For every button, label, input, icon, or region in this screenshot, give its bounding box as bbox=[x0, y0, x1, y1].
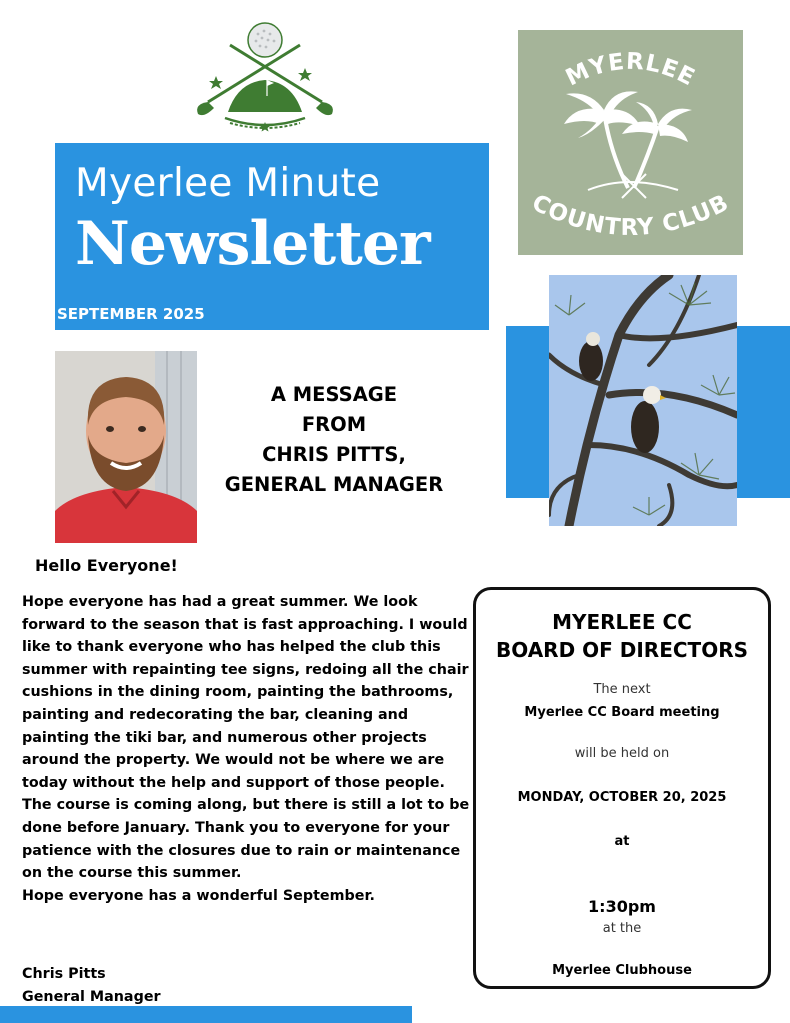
club-logo-bottom-text: COUNTRY CLUB bbox=[527, 189, 734, 242]
message-body bbox=[22, 591, 472, 907]
message-heading-line: FROM bbox=[301, 413, 367, 436]
signature-name: Chris Pitts bbox=[22, 966, 106, 982]
eagles-photo bbox=[549, 275, 737, 526]
message-heading-line: CHRIS PITTS, bbox=[262, 443, 406, 466]
greeting: Hello Everyone! bbox=[35, 556, 178, 575]
signature bbox=[22, 963, 161, 1008]
message-paragraph: Hope everyone has had a great summer. We look forward to the season that is fast approaching. I would like to thank everyone who has helped the club this summer with repainting tee signs, redoing all the chair cushions in the dining room, painting the bathrooms, painting and redecorating the bar, cleaning and painting the tiki bar, and numerous other projects around the property. We would not be where we are today without the help and support of those people. bbox=[22, 594, 469, 791]
masthead bbox=[55, 143, 489, 330]
svg-text:COUNTRY CLUB bbox=[528, 190, 734, 241]
board-location: Myerlee Clubhouse bbox=[552, 963, 692, 978]
svg-text:MYERLEE bbox=[562, 49, 700, 92]
golf-crossed-clubs-icon bbox=[170, 20, 360, 138]
message-paragraph: Hope everyone has a wonderful September. bbox=[22, 887, 375, 904]
masthead-title-line2: Newsletter bbox=[75, 209, 430, 279]
board-meeting-time: 1:30pm bbox=[588, 897, 656, 916]
club-logo-top-text: MYERLEE bbox=[561, 48, 700, 92]
board-meeting-box bbox=[473, 587, 771, 989]
board-meeting-date: MONDAY, OCTOBER 20, 2025 bbox=[517, 790, 727, 805]
board-held-on: will be held on bbox=[574, 746, 670, 761]
board-intro: The next bbox=[593, 682, 651, 697]
issue-date: SEPTEMBER 2025 bbox=[57, 305, 205, 323]
general-manager-photo bbox=[55, 351, 197, 543]
board-title bbox=[476, 608, 768, 664]
board-title-line1: MYERLEE CC bbox=[552, 610, 692, 634]
board-at: at bbox=[614, 834, 630, 849]
signature-title: General Manager bbox=[22, 988, 161, 1005]
message-paragraph: The course is coming along, but there is still a lot to be done before January. Thank you to everyone for your patience with the closures due to rain or maintenance on the course this summer. bbox=[22, 797, 470, 882]
board-meeting-name: Myerlee CC Board meeting bbox=[524, 705, 720, 720]
message-heading-line: A MESSAGE bbox=[270, 383, 398, 406]
club-logo bbox=[518, 30, 743, 255]
bottom-accent-bar bbox=[0, 1006, 412, 1023]
message-heading bbox=[214, 380, 454, 500]
palm-trees-icon bbox=[518, 30, 743, 255]
masthead-title-line1: Myerlee Minute bbox=[75, 161, 381, 206]
board-title-line2: BOARD OF DIRECTORS bbox=[495, 638, 748, 662]
golf-logo bbox=[170, 20, 360, 138]
message-heading-line: GENERAL MANAGER bbox=[224, 473, 444, 496]
board-at-the: at the bbox=[602, 921, 642, 936]
